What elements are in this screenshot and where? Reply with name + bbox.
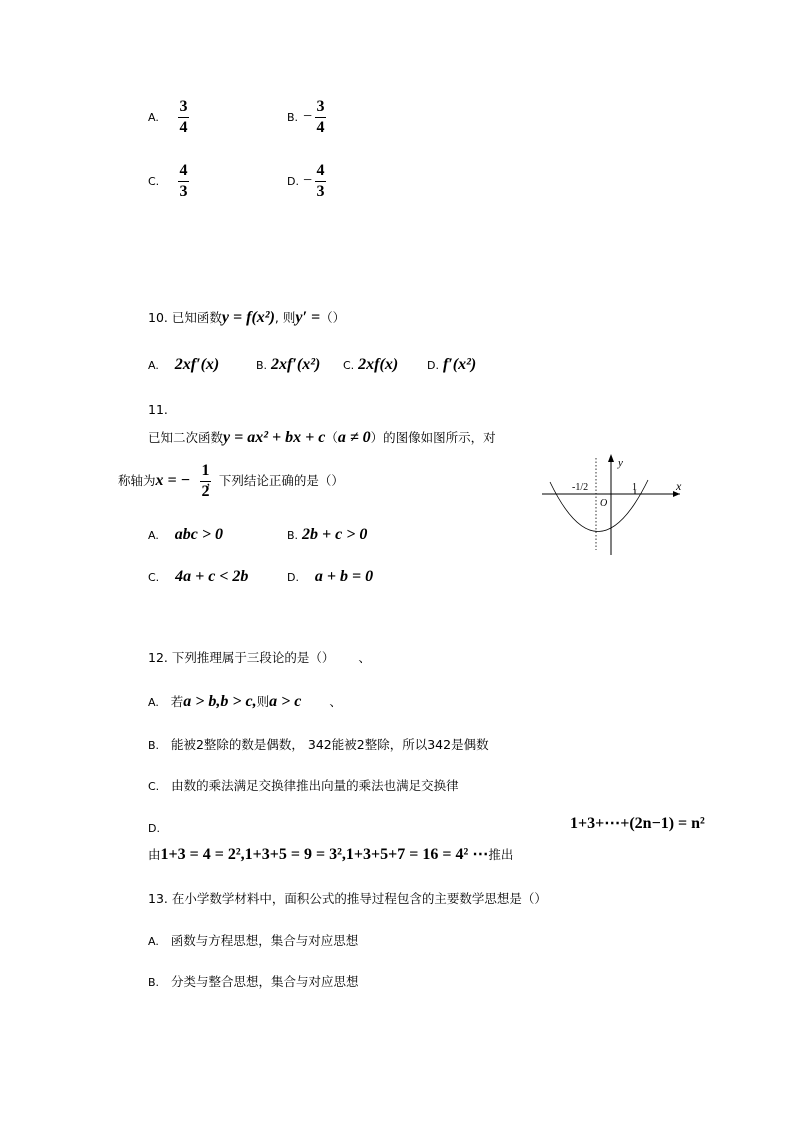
option-math: a + b = 0 (314, 568, 374, 585)
option-math: a > b,b > c, (183, 693, 257, 710)
q11-number: 11. (148, 402, 168, 417)
fraction-bar (200, 481, 211, 482)
option-text: 由数的乘法满足交换律推出向量的乘法也满足交换律 (171, 778, 459, 793)
option-label: A. (148, 529, 159, 542)
option-text: 则 (256, 694, 270, 709)
stem-text: （） (320, 310, 346, 325)
q12-option-d-formula: 1+3+⋯+(2n−1) = n² (570, 815, 705, 832)
stem-math: a ≠ 0 (337, 429, 371, 446)
question-number: 10. (148, 310, 168, 325)
origin-label: O (600, 498, 608, 509)
question-number: 12. (148, 650, 168, 665)
q11-half-fraction (200, 462, 211, 501)
stem-math: x = − (155, 472, 191, 489)
q9-option-d-label: D. (287, 175, 299, 188)
q11-stem-line2 (118, 473, 344, 489)
denominator: 4 (179, 119, 188, 136)
stem-text: 下列推理属于三段论的是（） (171, 650, 335, 665)
q12-stem (148, 650, 371, 666)
numerator: 3 (179, 98, 188, 115)
option-label: B. (287, 529, 299, 542)
q11-option-b (287, 527, 367, 544)
numerator: 3 (316, 98, 325, 115)
stem-text: （ (325, 430, 338, 445)
q13-option-b (148, 974, 358, 991)
option-label: B. (256, 359, 268, 372)
minus-sign: − (303, 108, 313, 125)
q11-option-d (287, 569, 373, 586)
option-label: C. (343, 359, 355, 372)
stem-text: ，下列结论正确的是（） (206, 473, 344, 488)
option-math: 2xf(x) (358, 356, 399, 373)
x-axis-label: x (676, 479, 682, 493)
q9-option-a-label: A. (148, 111, 159, 124)
stem-math: y′ = (295, 309, 321, 326)
option-label: C. (148, 780, 160, 793)
neg-half-label: -1/2 (572, 482, 589, 493)
y-axis-arrow-icon (608, 454, 614, 462)
q10-option-c (343, 357, 398, 374)
stem-math: y = ax² + bx + c (223, 429, 326, 446)
q11-option-c (148, 569, 248, 586)
option-label: D. (427, 359, 439, 372)
q12-option-d-label: D. (148, 822, 160, 835)
option-text: 推出 (488, 847, 514, 862)
stem-text: 称轴为 (118, 473, 156, 488)
option-label: B. (148, 739, 160, 752)
option-math: f′(x²) (442, 356, 477, 373)
numerator: 4 (316, 162, 325, 179)
option-text: 能被2整除的数是偶数， 342能被2整除，所以342是偶数 (170, 737, 489, 752)
q9-option-b-label: B. (287, 111, 299, 124)
option-math: 2b + c > 0 (302, 526, 368, 543)
q10-stem (148, 310, 345, 326)
option-mark: 、 (329, 694, 342, 709)
q11-stem-line1 (148, 430, 496, 446)
minus-sign: − (303, 172, 313, 189)
q10-option-d (427, 357, 476, 374)
stem-text: ）的图像如图所示，对 (370, 430, 496, 445)
q9-option-c-label: C. (148, 175, 160, 188)
option-math: 4a + c < 2b (175, 568, 249, 585)
denominator: 3 (179, 183, 188, 200)
q12-option-d-text (148, 847, 513, 863)
denominator: 4 (316, 119, 325, 136)
question-number: 13. (148, 891, 168, 906)
q12-option-b (148, 737, 489, 754)
q10-option-b (256, 357, 320, 374)
option-label: B. (148, 976, 160, 989)
stem-math: y = f(x²) (221, 309, 275, 326)
option-math: abc > 0 (174, 526, 223, 543)
stem-text: 已知二次函数 (148, 430, 224, 445)
denominator: 3 (316, 183, 325, 200)
numerator: 1 (201, 462, 210, 479)
stem-text: 在小学数学材料中，面积公式的推导过程包含的主要数学思想是（） (171, 891, 547, 906)
q12-option-c (148, 778, 459, 795)
parabola-graph (530, 450, 700, 560)
option-label: A. (148, 696, 159, 709)
option-math: 2xf′(x²) (271, 356, 321, 373)
fraction-bar (178, 117, 189, 118)
stem-mark: 、 (358, 650, 371, 665)
option-label: A. (148, 359, 159, 372)
option-math: 2xf′(x) (174, 356, 220, 373)
q9-option-c-fraction (178, 162, 189, 201)
option-text: 函数与方程思想，集合与对应思想 (170, 933, 359, 948)
one-label: 1 (632, 482, 637, 493)
stem-text: , 则 (274, 310, 296, 325)
option-text: 若 (170, 694, 184, 709)
option-text: 由 (148, 847, 161, 862)
option-math: a > c (269, 693, 302, 710)
q13-stem (148, 891, 547, 907)
q12-option-a (148, 694, 342, 711)
fraction-bar (315, 117, 326, 118)
fraction-bar (178, 181, 189, 182)
q9-option-a-fraction (178, 98, 189, 137)
q11-option-a (148, 527, 223, 544)
option-text: 分类与整合思想，集合与对应思想 (170, 974, 359, 989)
option-label: C. (148, 571, 160, 584)
option-label: A. (148, 935, 159, 948)
y-axis-label: y (618, 457, 623, 469)
q9-option-d-fraction (315, 162, 326, 201)
q10-option-a (148, 357, 219, 374)
option-math: 1+3 = 4 = 2²,1+3+5 = 9 = 3²,1+3+5+7 = 16 = 4² ⋯ (160, 846, 489, 863)
option-label: D. (287, 571, 299, 584)
denominator: 2 (201, 483, 210, 500)
stem-text: 已知函数 (171, 310, 222, 325)
fraction-bar (315, 181, 326, 182)
q9-option-b-fraction (315, 98, 326, 137)
q13-option-a (148, 933, 358, 950)
numerator: 4 (179, 162, 188, 179)
